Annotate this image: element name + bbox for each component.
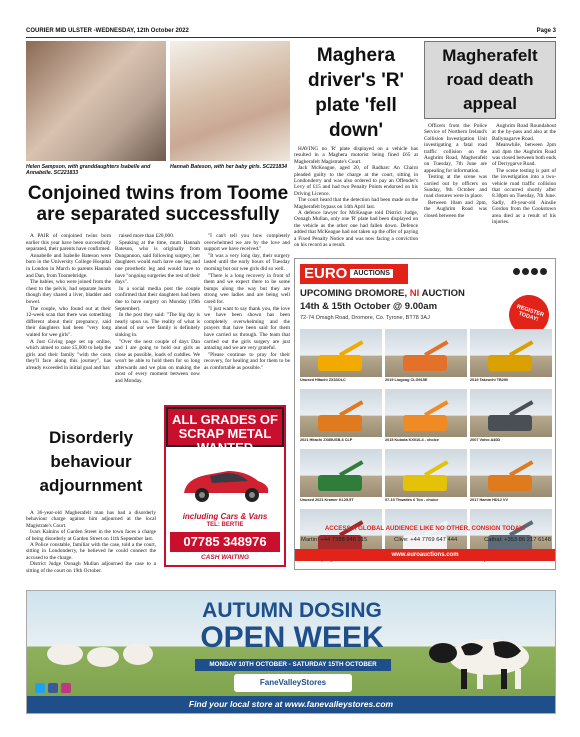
- paragraph: Annabelle and Isabelle Bateson were born in the University College Hospital in London in March to parents Hannah and Dan, from Toomebridge.: [26, 252, 111, 279]
- machine-listing[interactable]: [300, 329, 382, 386]
- paragraph: Jack McKeague, aged 20, of Radharc An Chairn pleaded guilty to the charge at the court, sitting in Londonderry and was also ordered to pay an Offender's Levy of £15 and had two Penalty Points endorsed on his Driving Licence.: [294, 165, 418, 197]
- machine-photo: [470, 449, 552, 497]
- machine-photo: [470, 389, 552, 437]
- maghera-body: [294, 146, 418, 249]
- contacts-row: [301, 537, 551, 543]
- paragraph: The couple, who found out at their 12-week scan that there was something different about their pregnancy, said their daughters had been "very long waited for wee girls".: [26, 305, 111, 338]
- paragraph: "Please continue to pray for their recovery, for healing and for them to be as comfortable as possible.": [204, 351, 290, 371]
- linkedin-icon[interactable]: [540, 268, 547, 275]
- machine-shape: [403, 355, 447, 371]
- fane-line-1: AUTUMN DOSING: [202, 599, 382, 622]
- machine-listing[interactable]: [470, 329, 552, 386]
- paragraph: Aughrim Road Roundabout at the by-pass and also at the Ballynagarve Road.: [492, 123, 556, 142]
- machine-label: 2021 Hitachi ZX85USB-6 CLP: [300, 438, 353, 442]
- page-number: Page 3: [536, 28, 556, 34]
- scrap-headline: ALL GRADES OF SCRAP METAL WANTED: [166, 407, 284, 447]
- fane-valley-logo[interactable]: FaneValleyStores: [234, 674, 352, 692]
- machine-shape: [318, 355, 362, 371]
- scrap-subline: including Cars & Vans: [182, 512, 268, 521]
- paragraph: raised more than £20,000.: [119, 233, 175, 239]
- machine-shape: [488, 475, 532, 491]
- photo-mother-twins: [170, 41, 290, 161]
- paragraph: A Just Giving page set up online, which aimed to raise £5,000 to help the girls and their family "with the costs they'll face along this journey", has already exceeded in initial goal and has: [26, 338, 111, 371]
- paragraph: A 36-year-old Magherafelt man has had a disorderly behaviour charge against him adjourned at the local Magistrate's Court.: [26, 510, 156, 529]
- roaddeath-headline: Magherafelt road death appeal: [424, 41, 556, 119]
- contact-martin[interactable]: Martin: +44 7388 948 915: [301, 537, 368, 543]
- car-image: [176, 459, 274, 507]
- paragraph: Speaking at the time, mum Hannah Bateson, who is originally from Dungannon, said following surgery, her daughters would each have one leg and one prosthetic leg and would have to have "ongoing surgeries the rest of their days".: [115, 239, 200, 286]
- roaddeath-col-2: [492, 123, 556, 226]
- access-global-line: ACCESS A GLOBAL AUDIENCE LIKE NO OTHER, CONSIGN TODAY!: [324, 525, 526, 532]
- paragraph: A PAIR of conjoined twins born earlier this year have been successfully separated, their parents have confirmed.: [26, 233, 111, 253]
- sheep-image: [87, 647, 119, 667]
- machine-shape: [488, 415, 532, 431]
- fane-social-icons: [35, 683, 71, 693]
- disorderly-headline: Disorderly behaviour adjournment: [39, 428, 143, 495]
- paragraph: A Police constable, familiar with the case, told a the court, sitting in Londonderry, he believed he could connect the accused to the charge.: [26, 542, 156, 561]
- euro-auctions-ad[interactable]: [294, 258, 556, 570]
- scrap-metal-ad[interactable]: [164, 405, 286, 567]
- machine-listing[interactable]: [385, 449, 467, 506]
- paragraph: "I can't tell you how completely overwhelmed we are by the love and support we have received.": [204, 233, 290, 253]
- paragraph: Between 10am and 2pm, the Aughrim Road was closed between the: [424, 199, 487, 219]
- instagram-icon[interactable]: [61, 683, 71, 693]
- auction-address: 72-74 Omagh Road, Dromore, Co. Tyrone, BT78 3AJ: [300, 315, 430, 321]
- machine-listing[interactable]: [470, 389, 552, 446]
- paragraph: Testing at the scene was carried out by officers on Sunday, 9th October and road closures were in place.: [424, 174, 487, 200]
- paragraph: Officers from the Police Service of Northern Ireland's Collision Investigation Unit investigating a fatal road traffic collision on the Aughrim Road, Magherafelt on Tuesday, 7th June are appealing for information.: [424, 123, 487, 174]
- logo-sub: AUCTIONS: [350, 269, 393, 278]
- caption-right: Hannah Bateson, with her baby girls. SC221834: [170, 164, 288, 170]
- machine-photo: [385, 329, 467, 377]
- machine-label: Unused Hitachi ZX33OLC: [300, 378, 346, 382]
- maghera-headline: Maghera driver's 'R' plate 'fell down': [308, 45, 404, 141]
- machine-photo: [470, 329, 552, 377]
- photo-grandmother-twins: [26, 41, 166, 161]
- paragraph: The babies, who were joined from the chest to the pelvis, had separate hearts though they shared a liver, bladder and bowel.: [26, 279, 111, 305]
- facebook-icon[interactable]: [48, 683, 58, 693]
- machine-photo: [300, 449, 382, 497]
- machine-label: 2017 Hamm HD12 VV: [470, 498, 508, 502]
- contact-clive[interactable]: Clive: +44 7769 647 444: [394, 537, 458, 543]
- sheep-image: [47, 643, 83, 665]
- masthead-rule: [26, 37, 556, 38]
- disorderly-body: [26, 510, 156, 574]
- scrap-tel-label: TEL: BERTIE: [206, 522, 244, 528]
- paragraph: "It was a very long day, their surgery lasted until the early hours of Tuesday morning but our wee girls did so well.: [204, 252, 290, 272]
- machine-shape: [488, 355, 532, 371]
- paragraph: "I just want to say thank you, the love we have been shown has been completely overwhelming and the prayers that have been said for them have carried us through. The team that carried out the girls surgery are just amazing and we are very grateful.: [204, 305, 290, 352]
- machine-listing[interactable]: [385, 389, 467, 446]
- paragraph: "Over the next couple of days Dan and I are going to hold our girls as close as possible, loads of cuddles. We won't be able to hold them for so long afterwards and we plan on making the most of every moment between now and Monday.: [115, 338, 200, 385]
- twins-col-2: [115, 233, 200, 385]
- machine-listing[interactable]: [470, 449, 552, 506]
- instagram-icon[interactable]: [522, 268, 529, 275]
- machine-label: 2015 Kubota KX016-4 - choice: [385, 438, 440, 442]
- machine-label: Unused 2021 Kramer KL25.5T: [300, 498, 354, 502]
- social-icons: [513, 268, 547, 275]
- paragraph: Meanwhile, between 2pm and 4pm the Aughrim Road was closed between both ends of Derrygarve Road.: [492, 142, 556, 168]
- twins-headline: Conjoined twins from Toome are separated successfully: [27, 183, 289, 226]
- machine-label: 2007 Volvo A40D: [470, 438, 501, 442]
- caption-left: Helen Sampson, with granddaughters Isabelle and Annabelle. SC221833: [26, 164, 151, 177]
- euro-website-link[interactable]: www.euroauctions.com: [295, 549, 555, 561]
- register-today-burst[interactable]: REGISTER TODAY!: [504, 290, 554, 340]
- auction-dates: 14th & 15th October @ 9.00am: [300, 301, 438, 312]
- paragraph: In a social media post the couple confirmed that their daughters had been due to have surgery on Monday (19th September).: [115, 285, 200, 312]
- machine-label: 07-15 Thwaites 6 Ton - choice: [385, 498, 439, 502]
- euro-auctions-logo: [300, 264, 408, 284]
- machine-shape: [403, 475, 447, 491]
- contact-cathal[interactable]: Cathal: +353 86 217 6148: [484, 537, 551, 543]
- machine-listing[interactable]: [385, 329, 467, 386]
- scrap-phone-number[interactable]: 07785 348976: [170, 532, 280, 552]
- twitter-icon[interactable]: [35, 683, 45, 693]
- facebook-icon[interactable]: [513, 268, 520, 275]
- machine-shape: [318, 415, 362, 431]
- masthead-title: COURIER MID ULSTER -WEDNESDAY, 12th October 2022: [26, 28, 189, 34]
- machine-listing[interactable]: [300, 449, 382, 506]
- auction-title-prefix: UPCOMING DROMORE,: [300, 288, 408, 299]
- fane-line-2: OPEN WEEK: [200, 621, 384, 654]
- machine-photo: [385, 449, 467, 497]
- fane-valley-ad[interactable]: [26, 590, 556, 714]
- auction-title-suffix: AUCTION: [421, 288, 465, 299]
- machine-label: 2019 Takeuchi TB290: [470, 378, 509, 382]
- paragraph: The court heard that the detection had been made on the Magherafelt bypass on 14th April last.: [294, 197, 418, 210]
- fane-store-link[interactable]: Find your local store at www.fanevalleystores.com: [27, 696, 555, 713]
- paragraph: In the post they said: "The big day is nearly upon us. The reality of what is ahead of our wee family is definitely sinking in.: [115, 312, 200, 338]
- paragraph: "There is a long recovery in front of them and we expect there to be some bumps along the way but they are strong wee ladies and are being well cared for.: [204, 272, 290, 305]
- twitter-icon[interactable]: [531, 268, 538, 275]
- machine-shape: [318, 475, 362, 491]
- sheep-image: [123, 643, 153, 665]
- machine-label: 2019 Liugong CLG915E: [385, 378, 428, 382]
- machine-photo: [300, 389, 382, 437]
- twins-col-1: [26, 233, 111, 371]
- paragraph: A defence lawyer for McKeague told District Judge, Oonagh Mullan, only one 'R' plate had been displayed on the vehicle as the other one had fallen down. Defence added that McKeague had not taken up the offer of paying a Fixed Penalty Notice and was now facing a conviction on his record as a result.: [294, 210, 418, 249]
- scrap-cash-waiting: CASH WAITING: [200, 554, 250, 561]
- machine-photo: [300, 329, 382, 377]
- roaddeath-col-1: [424, 123, 487, 219]
- fane-dates: MONDAY 10TH OCTOBER - SATURDAY 15TH OCTOBER: [195, 659, 391, 671]
- cow-image: [427, 627, 547, 693]
- paragraph: HAVING no 'R' plate displayed on a vehicle has resulted in a Maghera motorist being fined £65 at Magherafelt Magistrate's Court.: [294, 146, 418, 165]
- machine-listing[interactable]: [300, 389, 382, 446]
- twins-col-3: [204, 233, 290, 371]
- auction-title: [300, 288, 465, 299]
- paragraph: District Judge Oonagh Mullan adjourned the case to a sitting of the court on 19th October.: [26, 561, 156, 574]
- logo-main: EURO: [304, 265, 348, 282]
- machine-photo: [385, 389, 467, 437]
- auction-title-ni: NI: [409, 288, 420, 299]
- machine-shape: [403, 415, 447, 431]
- paragraph: The scene testing is part of the investigation into a two-vehicle road traffic collision that occurred shortly after 8.30pm on Tuesday, 7th June. Sadly, 49-year-old Ainslie Gordon from the Cookstown area died as a result of his injuries.: [492, 167, 556, 226]
- paragraph: Ivars Kalnins of Garden Street in the town faces a charge of being disorderly at Garden Street on 11th September last.: [26, 529, 156, 542]
